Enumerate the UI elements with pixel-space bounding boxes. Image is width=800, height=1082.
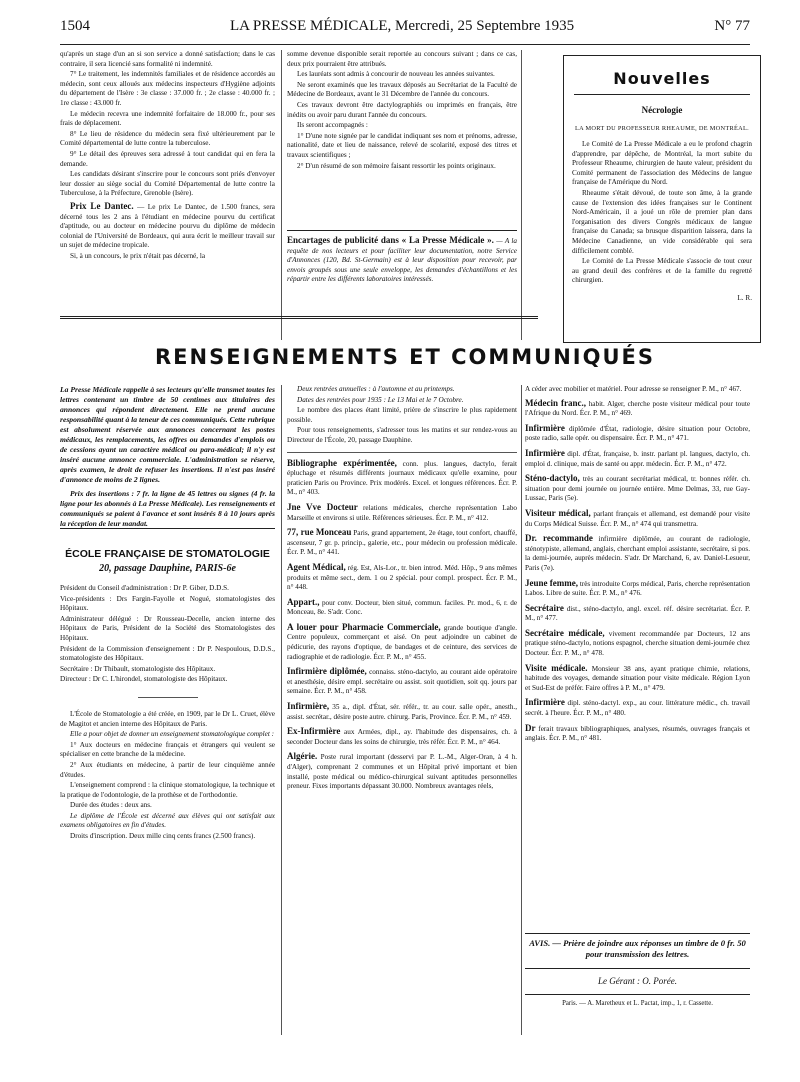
ad-text: très au courant secrétariat médical, tr. bonnes référ. ch. situation pour demi journée ou journée entière. Mme Delmas, 33, rue Gay-Lussac, Paris (5e). bbox=[525, 475, 751, 503]
staff-line: Vice-présidents : Drs Fargin-Fayolle et Nogué, stomatologistes des Hôpitaux. bbox=[60, 594, 275, 613]
paragraph: Le Comité de La Presse Médicale s'associe de tout cœur au grand deuil des confrères et de la famille du regretté chirurgien. bbox=[572, 257, 752, 285]
section-double-rule bbox=[60, 316, 538, 319]
classified-ad bbox=[287, 528, 517, 558]
encartages-text: — A la requête de nos lecteurs et pour faciliter leur documentation, notre Service d'Annonces (120, Bd. St-Germain) est à leur disposition pour recevoir, par envois groupés sous une seule enveloppe, les demandes d'échantillons et les répartir entre les différents laboratoires intéressés. bbox=[287, 237, 517, 284]
ad-text: parlant français et allemand, est demandé pour visite du Corps Médical Suisse. Écr. P. M., n° 474 qui transmettra. bbox=[525, 509, 751, 528]
paragraph: Les candidats désirant s'inscrire pour le concours sont priés d'envoyer leur dossier au siège social du Comité Départemental de lutte contre la Tuberculose, à la Préfecture, Grenoble (Isère). bbox=[60, 170, 275, 198]
ecole-staff bbox=[60, 584, 275, 685]
ad-text: ferait travaux bibliographiques, analyses, résumés, ouvrages français et anglais. Écr. P. M., n° 481. bbox=[525, 724, 750, 743]
ad-title: Agent Médical, bbox=[287, 561, 346, 572]
ad-text: dipl. d'État, française, b. instr. parlant pl. langues, dactylo, ch. emploi d. clinique, mais de santé ou appr. médecin. Écr. P. M., n° 472. bbox=[525, 449, 751, 468]
paragraph: 7° Le traitement, les indemnités familiales et de résidence accordés au médecin, sont ceux alloués aux médecins inspecteurs d'Hygiène adjoints du département de l'Isère : 3e classe : 37.000 fr. ; 2e classe : 40.000 fr. ; 1re classe : 43.000 fr. bbox=[60, 70, 275, 107]
ad-title: Bibliographe expérimentée, bbox=[287, 457, 397, 468]
ad-title: Infirmière bbox=[525, 422, 565, 433]
printer-line: Paris. — A. Maretheux et L. Pactat, imp., 1, r. Cassette. bbox=[562, 1000, 713, 1007]
paragraph: 2° Aux étudiants en médecine, à partir de leur cinquième année d'études. bbox=[60, 760, 275, 779]
paragraph: A céder avec mobilier et matériel. Pour adresse se renseigner P. M., n° 467. bbox=[525, 385, 742, 393]
notice-prices: Prix des insertions : 7 fr. la ligne de 45 lettres ou signes (4 fr. la ligne pour les abonnés à La Presse Médicale). Les renseignements et communiqués se paient à l'avance et sont insérés 8 à 10 jours après la réception de leur mandat. bbox=[60, 489, 275, 528]
ad-text: relations médicales, cherche représentation Labo Marseille et environs si utile. Références sérieuses. Écr. P. M., n° 412. bbox=[287, 503, 518, 522]
ad-text: Paris, grand appartement, 2e étage, tout confort, chauffé, ascenseur, 7 gr. p. princip., galerie, etc., pour médecin ou profession médicale. Écr. P. M., n° 441. bbox=[287, 529, 517, 557]
ad-title: Infirmière, bbox=[287, 701, 330, 712]
page-header bbox=[60, 18, 750, 42]
necrologie-body bbox=[564, 132, 760, 304]
paragraph: Pour tous renseignements, s'adresser tous les matins et sur rendez-vous au Directeur de l'École, 20, passage Dauphine. bbox=[287, 426, 517, 444]
classified-ad bbox=[525, 509, 750, 529]
paragraph: Droits d'inscription. Deux mille cinq cents francs (2.500 francs). bbox=[70, 832, 256, 841]
staff-line: Secrétaire : Dr Thibault, stomatologiste des Hôpitaux. bbox=[60, 664, 216, 673]
paragraph: qu'après un stage d'un an si son service a donné satisfaction; dans le cas contraire, il sera licencié sans formalité ni indemnité. bbox=[60, 50, 275, 68]
ecole-address: 20, passage Dauphine, PARIS-6e bbox=[99, 563, 236, 574]
ad-title: Jne Vve Docteur bbox=[287, 501, 358, 512]
ad-title: Ex-Infirmière bbox=[287, 726, 341, 737]
ad-text: rég. Est, Als-Lor., tr. bien introd. Méd. Hôp., 9 ans mêmes produits et même sect., dem. 1 ou 2 spécial. pour compl. prospect. Écr. P. M., n° 448. bbox=[287, 563, 517, 592]
ad-title: Algérie. bbox=[287, 751, 318, 762]
prix-dantec-title: Prix Le Dantec. bbox=[70, 200, 134, 211]
classified-ad bbox=[287, 503, 517, 523]
top-column-2 bbox=[287, 50, 517, 172]
classified-ad bbox=[287, 667, 517, 697]
classified-ad bbox=[525, 449, 750, 469]
ad-title: Infirmière diplômée, bbox=[287, 666, 367, 677]
gerant-signature: Le Gérant : O. Porée. bbox=[598, 976, 677, 986]
paragraph: Ces travaux devront être dactylographiés ou imprimés en français, être inédits ou avoir paru durant l'année du concours. bbox=[287, 100, 517, 119]
paragraph: Le nombre des places étant limité, prière de s'inscrire le plus rapidement possible. bbox=[287, 406, 517, 424]
ad-title: Infirmière bbox=[525, 697, 565, 708]
section-title: RENSEIGNEMENTS ET COMMUNIQUÉS bbox=[155, 345, 655, 369]
classified-ad bbox=[525, 664, 750, 694]
encartages-block bbox=[287, 236, 517, 286]
ad-title: Appart., bbox=[287, 596, 320, 607]
page-number: 1504 bbox=[60, 18, 90, 34]
classified-ad bbox=[287, 563, 517, 593]
paragraph: Dates des rentrées pour 1935 : Le 13 Mai et le 7 Octobre. bbox=[297, 395, 464, 404]
ad-title: Médecin franc., bbox=[525, 397, 587, 408]
ecole-body bbox=[60, 710, 275, 842]
ad-text: grande boutique d'angle. Centre populeux, commerçant et aisé. On peut adjoindre un cabinet de pédicurie, des rayons d'optique, de bandages et de ceinture, des services de radiographie et de radiologie. Écr. P. M., n° 455. bbox=[287, 623, 517, 661]
classified-ad bbox=[525, 724, 750, 744]
staff-line: Administrateur délégué : Dr Rousseau-Decelle, ancien interne des Hôpitaux de Paris, Président de la Société des Stomatologistes des Hôpitaux. bbox=[60, 614, 275, 642]
staff-line: Directeur : Dr C. L'hirondel, stomatologiste des Hôpitaux. bbox=[60, 675, 228, 684]
column-divider bbox=[281, 385, 282, 1035]
avis-rule-top bbox=[525, 933, 750, 934]
ad-title: Dr bbox=[525, 722, 536, 733]
classified-ad bbox=[287, 598, 517, 618]
paragraph: L'École de Stomatologie a été créée, en 1909, par le Dr L. Cruet, élève de Magitot et ancien interne des Hôpitaux de Paris. bbox=[60, 709, 275, 728]
classified-ad bbox=[525, 629, 750, 659]
paragraph: 1° D'une note signée par le candidat indiquant ses nom et prénoms, adresse, nationalité, date et lieu de naissance, relevé de scolarité, exposé des titres et travaux scientifiques ; bbox=[287, 131, 517, 159]
nouvelles-title: Nouvelles bbox=[613, 69, 711, 88]
ad-text: dipl. sténo-dactyl. exp., au cour. littérature médic., ch. travail secrét. à l'heure. Écr. P. M., n° 480. bbox=[525, 699, 751, 718]
nouvelles-box bbox=[563, 55, 761, 343]
paragraph: 8° Le lieu de résidence du médecin sera fixé ultérieurement par le Comité départemental de lutte contre la tuberculose. bbox=[60, 129, 275, 148]
column-divider bbox=[521, 50, 522, 340]
classified-ad bbox=[287, 727, 517, 747]
notice-paragraph: La Presse Médicale rappelle à ses lecteurs qu'elle transmet toutes les lettres contenant un timbre de 50 centimes aux titulaires des annonces qui répondent directement. Elle ne prend aucune responsabilité quant à la teneur de ces communiqués. Cette rubrique est absolument réservée aux annonces concernant les postes médicaux, les remplacements, les offres ou demandes d'emplois ou de cessions ayant un caractère médical ou para-médical; il n'y est inséré aucune annonce commerciale. L'administration se réserve, après examen, le droit de refuser les insertions. Il n'est pas inséré d'annonce de moins de 2 lignes. bbox=[60, 385, 275, 484]
encartages-rule bbox=[287, 230, 517, 231]
paragraph: Elle a pour objet de donner un enseignement stomatologique complet : bbox=[70, 730, 275, 739]
paragraph: Ne seront examinés que les travaux déposés au Secrétariat de la Faculté de Médecine de Bordeaux, avant le 31 Décembre de l'année du concours. bbox=[287, 80, 517, 99]
avis-notice: AVIS. — Prière de joindre aux réponses un timbre de 0 fr. 50 pour transmission des lettres. bbox=[529, 938, 746, 959]
printer-rule bbox=[525, 994, 750, 995]
classified-ad bbox=[525, 399, 750, 419]
classified-ad bbox=[525, 534, 750, 573]
necrologie-signature: L. R. bbox=[737, 293, 752, 302]
paragraph: Ils seront accompagnés : bbox=[297, 121, 368, 130]
ecole-block bbox=[60, 548, 275, 843]
issue-number: N° 77 bbox=[714, 18, 750, 34]
avis-rule-bottom bbox=[525, 968, 750, 969]
paragraph: Le Comité de La Presse Médicale a eu le profond chagrin d'apprendre, par dépêche, de Montréal, la mort subite du Professeur Rheaume, chirurgien de haute valeur, président du Comité permanent de l'association des Médecins de langue française de l'Amérique du Nord. bbox=[572, 140, 752, 187]
ecole-rule bbox=[60, 528, 275, 529]
top-column-1 bbox=[60, 50, 275, 262]
staff-line: Président du Conseil d'administration : Dr P. Giber, D.D.S. bbox=[60, 584, 229, 592]
separator bbox=[287, 452, 517, 453]
ad-text: infirmière diplômée, au courant de radiologie, sténotypiste, allemand, anglais, cherchant emploi assistante, secrétaire, si pos. la demi-journée, auprès médecin. S'adr. Dr Marchand, 6, av. Daniel-Lesueur, Paris (7e). bbox=[525, 535, 750, 572]
ad-text: habit. Alger, cherche poste visiteur médical pour toute l'Afrique du Nord. Écr. P. M., n° 469. bbox=[525, 399, 751, 418]
ad-text: connaiss. sténo-dactylo, au courant aide opératoire et anesthésie, désire empl. secrétaire ou assist. soit quotidien, soit qq. jours par semaine. Écr. P. M., n° 458. bbox=[287, 668, 517, 696]
ecole-title: ÉCOLE FRANÇAISE DE STOMATOLOGIE bbox=[65, 548, 270, 560]
classified-ad bbox=[525, 698, 750, 718]
paragraph: 9° Le détail des épreuves sera adressé à tout candidat qui en fera la demande. bbox=[60, 149, 275, 168]
classified-ad bbox=[525, 604, 750, 624]
ad-title: Secrétaire médicale, bbox=[525, 627, 605, 638]
paragraph: Si, à un concours, le prix n'était pas décerné, la bbox=[70, 251, 206, 260]
ecole-short-rule bbox=[138, 697, 198, 698]
classified-ad bbox=[525, 474, 750, 504]
ad-title: A louer pour Pharmacie Commerciale, bbox=[287, 621, 441, 632]
ad-text: 35 a., dipl. d'État, sér. référ., tr. au cour. salle opér., anesth., assist. secrétar., désire poste autre. chirurg. Paris, Province. Écr. P. M., n° 459. bbox=[287, 703, 518, 721]
column-divider bbox=[521, 385, 522, 1035]
ad-title: Sténo-dactylo, bbox=[525, 473, 580, 484]
prix-dantec-text: — Le prix Le Dantec, de 1.500 francs, sera décerné tous les 2 ans à l'étudiant en médecine pourvu du certificat d'aptitude, ou au docteur en médecine pourvu du diplôme de médecin colonial de l'Université de Bordeaux, qui aura écrit le meilleur travail sur un sujet de médecine tropicale. bbox=[60, 202, 276, 250]
staff-line: Président de la Commission d'enseignement : Dr P. Nespoulous, D.D.S., stomatologiste des Hôpitaux. bbox=[60, 644, 275, 663]
ad-title: Visiteur médical, bbox=[525, 507, 591, 518]
paragraph: somme devenue disponible serait reportée au concours suivant ; dans ce cas, deux prix pourraient être attribués. bbox=[287, 50, 517, 68]
ad-title: Dr. recommande bbox=[525, 533, 593, 544]
ad-text: vivement recommandée par Docteurs, 12 ans pratique sténo-dactylo, notions espagnol, cherche situation demi-journée chez Docteur. Écr. P. M., n° 478. bbox=[525, 629, 750, 658]
ad-title: Infirmière bbox=[525, 447, 565, 458]
nouvelles-rule bbox=[574, 94, 750, 95]
classified-ad bbox=[287, 459, 517, 498]
prix-dantec-paragraph bbox=[60, 202, 275, 251]
paragraph: Rheaume s'était dévoué, de toute son âme, à la grande cause de l'extension des idées françaises sur le Continent Nord-Américain, il a joué un rôle de premier plan dans l'organisation des divers Congrès médicaux de langue française du Canada; sa brusque disparition laissera, dans la Médecine Canadienne, un vide considérable qui sera difficilement comblé. bbox=[572, 188, 752, 255]
column-2 bbox=[287, 385, 517, 797]
classified-ad bbox=[525, 424, 750, 444]
journal-title: LA PRESSE MÉDICALE, Mercredi, 25 Septembre 1935 bbox=[230, 18, 575, 34]
ad-text: conn. plus. langues, dactylo, ferait épluchage et résumés différents journaux médicaux qu'elle examine, pour praticien Paris ou Province. Prix modérés. Excel. et longues références. Écr. P. M., n° 403. bbox=[287, 459, 517, 497]
classified-ad bbox=[287, 623, 517, 662]
column-3 bbox=[525, 385, 750, 749]
necrologie-headline: LA MORT DU PROFESSEUR RHEAUME, DE MONTRÉAL. bbox=[574, 125, 750, 132]
encartages-title: Encartages de publicité dans « La Presse Médicale ». bbox=[287, 235, 494, 245]
ad-text: dist., sténo-dactylo, angl. excel. réf. désire secrétariat. Écr. P. M., n° 477. bbox=[525, 604, 750, 623]
ad-title: 77, rue Monceau bbox=[287, 527, 352, 538]
paragraph: Deux rentrées annuelles : à l'automne et au printemps. bbox=[297, 385, 455, 393]
notice-block bbox=[60, 385, 275, 530]
paragraph: 2° D'un résumé de son mémoire faisant ressortir les points originaux. bbox=[297, 161, 496, 170]
header-rule bbox=[60, 44, 750, 45]
classified-ad bbox=[525, 579, 750, 599]
ad-title: Jeune femme, bbox=[525, 577, 579, 588]
ad-title: Visite médicale. bbox=[525, 662, 588, 673]
paragraph: L'enseignement comprend : la clinique stomatologique, la technique et la pratique de l'odontologie, de la prothèse et de l'orthodontie. bbox=[60, 781, 275, 799]
ad-text: très introduite Corps médical, Paris, cherche représentation Labos. Libre de suite. Écr. P. M., n° 476. bbox=[525, 579, 751, 598]
ad-text: Monsieur 38 ans, ayant pratique chimie, relations, habitude des voyages, demande situation pour visite médicale. Région Lyon et Sud-Est de préfér. Faire offres à P. M., n° 479. bbox=[525, 664, 750, 692]
ad-text: aux Armées, dipl., ay. l'habitude des dispensaires, ch. à seconder Docteur dans les soins de chirurgie, très référ. Écr. P. M., n° 464. bbox=[287, 728, 517, 746]
necrologie-title: Nécrologie bbox=[641, 105, 683, 115]
paragraph: 1° Aux docteurs en médecine français et étrangers qui veulent se spécialiser en cette branche de la médecine. bbox=[60, 740, 275, 759]
paragraph: Le diplôme de l'École est décerné aux élèves qui ont satisfait aux examens obligatoires en fin d'études. bbox=[60, 811, 275, 830]
paragraph: Le médecin recevra une indemnité forfaitaire de 18.000 fr., pour ses frais de déplacement. bbox=[60, 109, 275, 128]
ad-text: Poste rural important (desservi par P. L.-M., Alger-Oran, à 4 h. d'Alger), comprenant 2 communes et un Hôpital privé important et bien installé, poste médical ou médico-chirurgical suivant aptitudes personnelles preneur. Fixes importants dépassant 30.000. Nombreux avantages réels, bbox=[287, 753, 517, 791]
column-divider bbox=[281, 50, 282, 340]
ad-title: Secrétaire bbox=[525, 602, 564, 613]
ad-text: diplômée d'État, radiologie, désire situation pour Octobre, poste radio, salle opér. ou dispensaire. Écr. P. M., n° 471. bbox=[525, 424, 750, 443]
paragraph: Durée des études : deux ans. bbox=[70, 801, 152, 810]
paragraph: Les lauréats sont admis à concourir de nouveau les années suivantes. bbox=[297, 70, 495, 79]
classified-ad bbox=[287, 702, 517, 722]
classified-ad bbox=[287, 752, 517, 791]
ad-text: pour conv. Docteur, bien situé, commun. faciles. Pr. mod., 6, r. de Monceau, 8e. S'adr. Conc. bbox=[287, 598, 518, 617]
